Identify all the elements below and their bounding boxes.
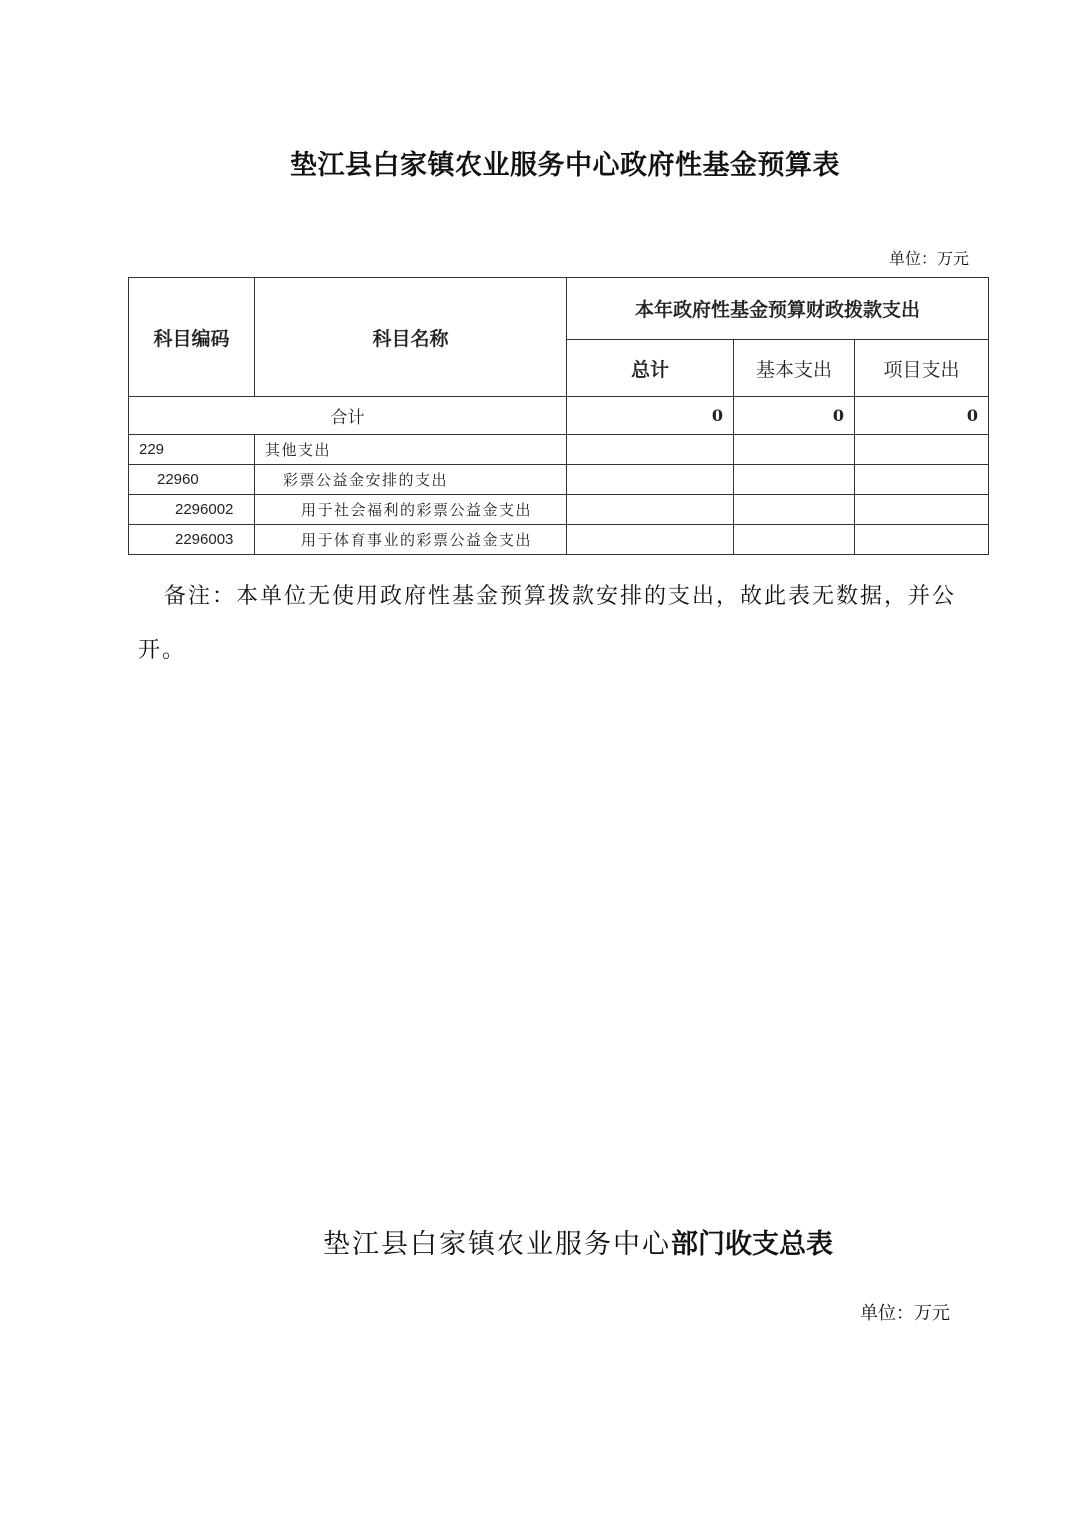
row-total (567, 525, 734, 555)
next-title-prefix: 垫江县白家镇农业服务中心 (323, 1229, 671, 1260)
row-basic (734, 435, 855, 465)
table-row (129, 435, 989, 465)
header-basic: 基本支出 (734, 340, 855, 397)
budget-table (128, 277, 989, 555)
table-row (129, 525, 989, 555)
header-code: 科目编码 (129, 278, 255, 397)
header-total: 总计 (567, 340, 734, 397)
row-code: 2296003 (129, 525, 255, 555)
row-code: 22960 (129, 465, 255, 495)
row-code: 229 (129, 435, 255, 465)
total-value: 0 (567, 397, 734, 435)
row-code: 2296002 (129, 495, 255, 525)
row-name: 彩票公益金安排的支出 (255, 465, 567, 495)
row-basic (734, 495, 855, 525)
row-project (855, 525, 989, 555)
next-title-suffix: 部门收支总表 (671, 1229, 833, 1260)
row-name: 用于体育事业的彩票公益金支出 (255, 525, 567, 555)
unit-label: 单位：万元 (889, 249, 970, 268)
row-total (567, 495, 734, 525)
next-unit-label: 单位：万元 (860, 1303, 950, 1324)
row-total (567, 435, 734, 465)
row-name: 其他支出 (255, 435, 567, 465)
header-project: 项目支出 (855, 340, 989, 397)
row-project (855, 465, 989, 495)
row-total (567, 465, 734, 495)
total-row (129, 397, 989, 435)
row-basic (734, 525, 855, 555)
next-section-title (0, 1222, 1074, 1261)
table-row (129, 465, 989, 495)
row-name: 用于社会福利的彩票公益金支出 (255, 495, 567, 525)
basic-value: 0 (734, 397, 855, 435)
header-name: 科目名称 (255, 278, 567, 397)
table-row (129, 495, 989, 525)
page-title: 垫江县白家镇农业服务中心政府性基金预算表 (290, 150, 840, 181)
row-basic (734, 465, 855, 495)
project-value: 0 (855, 397, 989, 435)
row-project (855, 435, 989, 465)
row-project (855, 495, 989, 525)
header-group: 本年政府性基金预算财政拨款支出 (567, 278, 989, 340)
total-label: 合计 (129, 397, 567, 435)
remark-note: 备注：本单位无使用政府性基金预算拨款安排的支出，故此表无数据，并公开。 (138, 584, 957, 663)
